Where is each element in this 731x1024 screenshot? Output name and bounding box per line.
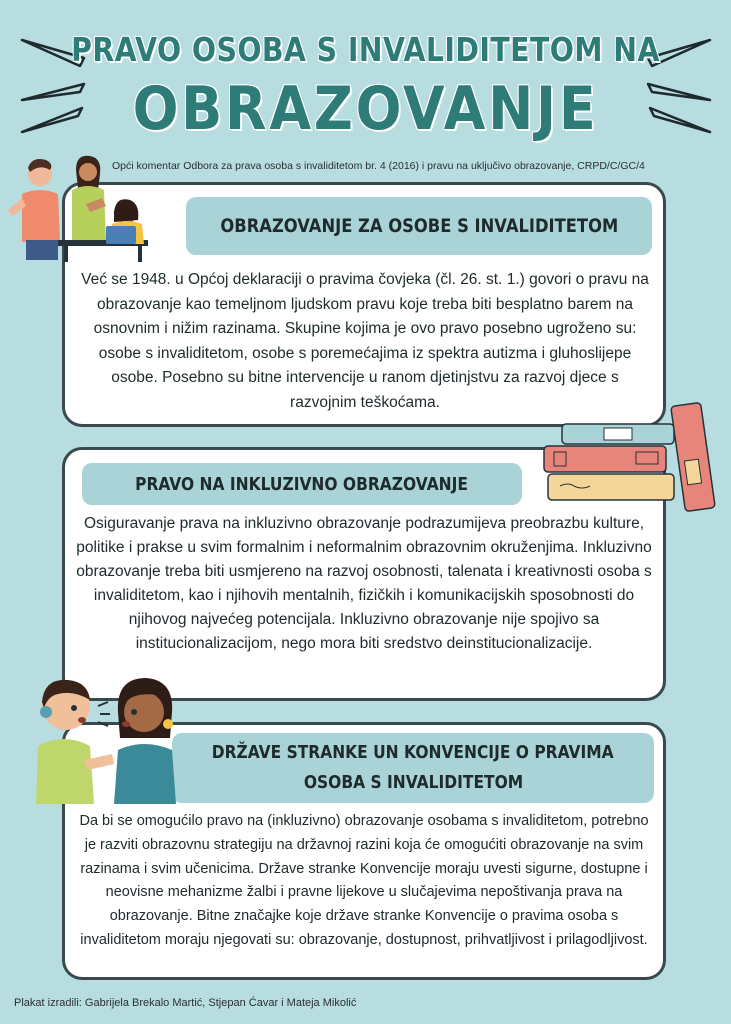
page-subtitle: Opći komentar Odbora za prava osoba s invaliditetom br. 4 (2016) i pravu na uključivo obrazovanje, CRPD/C/GC/4 bbox=[112, 160, 645, 172]
section-2-body: Osiguravanje prava na inkluzivno obrazovanje podrazumijeva preobrazbu kulture, politike i prakse u svim formalnim i neformalnim obrazovnim okruženjima. Inkluzivno obrazovanje treba biti usmjereno na razvoj osobnosti, talenata i kreativnosti osoba s invaliditetom, kao i njihovih mentalnih, fizičkih i komunikacijskih sposobnosti do njihovog najvećeg potencijala. Inkluzivno obrazovanje nije spojivo sa institucionalizacijom, nego mora biti sredstvo deinstitucionalizacije. bbox=[76, 515, 652, 652]
section-1-heading-text: OBRAZOVANJE ZA OSOBE S INVALIDITETOM bbox=[220, 215, 618, 237]
section-3-heading-line2: OSOBA S INVALIDITETOM bbox=[303, 772, 523, 793]
section-2-heading bbox=[82, 463, 522, 505]
section-3-body: Da bi se omogućilo pravo na (inkluzivno) obrazovanje osobama s invaliditetom, potrebno je razviti obrazovnu strategiju na državnoj razini koja će omogućiti obrazovanje na svim razinama i svim učenicima. Države stranke Konvencije moraju uvesti sigurne, dostupne i neovisne mehanizme žalbi i pravne lijekove u slučajevima nepoštivanja prava na obrazovanje. Bitne značajke koje države stranke Konvencije o pravima osoba s invaliditetom moraju njegovati su: obrazovanje, dostupnost, prihvatljivost i prilagodljivost. bbox=[79, 813, 649, 948]
books-stack-illustration bbox=[538, 400, 728, 520]
page-title-line2: OBRAZOVANJE bbox=[132, 74, 599, 144]
footer-credits: Plakat izradili: Gabrijela Brekalo Martić, Stjepan Ćavar i Mateja Mikolić bbox=[14, 997, 357, 1009]
sign-language-people-illustration bbox=[2, 152, 162, 264]
section-1-heading bbox=[186, 197, 652, 255]
children-talking-illustration bbox=[14, 668, 190, 804]
section-3-heading bbox=[172, 733, 654, 803]
section-2-heading-text: PRAVO NA INKLUZIVNO OBRAZOVANJE bbox=[135, 473, 469, 495]
page-title-line1: PRAVO OSOBA S INVALIDITETOM NA bbox=[71, 30, 660, 69]
section-1-body: Već se 1948. u Općoj deklaraciji o pravima čovjeka (čl. 26. st. 1.) govori o pravu na obrazovanje kao temeljnom ljudskom pravu koje treba biti besplatno barem na osnovnim i nižim razinama. Skupine kojima je ovo pravo posebno ugroženo su: osobe s invaliditetom, osobe s poremećajima iz spektra autizma i gluhoslijepe osobe. Posebno su bitne intervencije u ranom djetinjstvu za razvoj djece s razvojnim teškoćama. bbox=[81, 271, 649, 411]
section-3-heading-line1: DRŽAVE STRANKE UN KONVENCIJE O PRAVIMA bbox=[212, 742, 614, 763]
